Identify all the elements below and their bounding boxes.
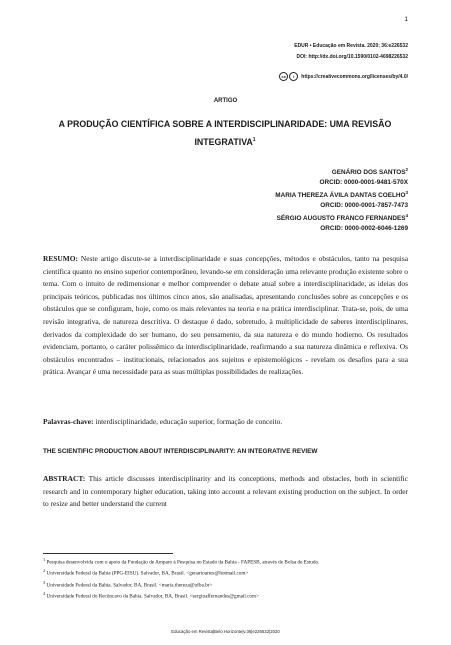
creative-commons-icon xyxy=(279,72,298,81)
author-name: SÉRGIO AUGUSTO FRANCO FERNANDES$^4$ xyxy=(276,213,408,223)
by-icon: i xyxy=(289,72,298,81)
author-orcid[interactable]: ORCID: 0000-0001-9481-570X xyxy=(319,179,408,187)
page-number: 1 xyxy=(404,16,408,23)
footnotes xyxy=(43,556,408,601)
author-orcid[interactable]: ORCID: 0000-0001-7857-7473 xyxy=(320,202,408,210)
english-title: THE SCIENTIFIC PRODUCTION ABOUT INTERDISCIPLINARITY: AN INTEGRATIVE REVIEW xyxy=(43,448,318,455)
abstract-paragraph xyxy=(43,473,408,511)
footnote-item: $^4$ Universidade Federal do Recôncavo da Bahia. Salvador, BA, Brasil. <sergioaffernandes@gmail.com> xyxy=(43,590,259,600)
journal-citation: EDUR • Educação em Revista. 2020; 36:e226532 xyxy=(294,43,408,49)
license-link[interactable]: https://creativecommons.org/licenses/by/4.0/ xyxy=(301,73,408,80)
cc-icon: cc xyxy=(279,72,288,81)
doi-link[interactable]: DOI: http://dx.doi.org/10.1590/0102-4698226532 xyxy=(296,54,408,60)
footnote-item: $^1$ Pesquisa desenvolvida com o apoio da Fundação de Amparo à Pesquisa no Estado da Bahia - FAPESB, através de Bolsa de Estudo. xyxy=(43,557,320,566)
keywords-text: interdisciplinaridade, educação superior, formação de conceito. xyxy=(95,417,283,426)
abstract-text: This article discusses interdisciplinarity and its conceptions, methods and obstacles, both in scientific research and in contemporary higher education, taking into account a relevant existing production on the subject. In order to resize and better understand the current xyxy=(43,474,408,509)
license-line xyxy=(279,72,408,81)
title-footnote-ref[interactable]: 1 xyxy=(252,137,256,143)
author-orcid[interactable]: ORCID: 0000-0002-6046-1269 xyxy=(320,225,408,233)
author-name: GENÁRIO DOS SANTOS$^2$ xyxy=(331,167,408,177)
article-title-text: A PRODUÇÃO CIENTÍFICA SOBRE A INTERDISCIPLINARIDADE: UMA REVISÃO INTEGRATIVA xyxy=(58,119,392,147)
keywords-label: Palavras-chave: xyxy=(43,417,94,426)
article-title xyxy=(40,116,410,150)
article-type: ARTIGO xyxy=(213,98,238,104)
footnote-divider xyxy=(43,553,173,554)
keywords-paragraph xyxy=(43,416,408,429)
abstract-label: ABSTRACT: xyxy=(43,474,86,483)
author-name: MARIA THEREZA ÁVILA DANTAS COELHO$^3$ xyxy=(275,190,408,200)
footnote-item: $^3$ Universidade Federal da Bahia. Salvador, BA, Brasil. <maria.thereza@ufba.br> xyxy=(43,579,213,589)
footnote-item: $^2$ Universidade Federal da Bahia (PPG-EISU). Salvador, BA, Brasil. <genarioartes@hotmail.com> xyxy=(43,568,249,578)
author-list xyxy=(275,165,408,234)
resumo-label: RESUMO: xyxy=(43,254,78,263)
resumo-text: Neste artigo discute-se a interdisciplinaridade e suas concepções, métodos e obstáculos, tanto na pesquisa científica quanto no ensino superior contemporâneo, levando-se em consideração uma relevante produção existente sobre o tema. Com o intuito de redimensionar e melhor compreender o debate atual sobre a interdisciplinaridade, as ideias dos principais teóricos, publicadas nos últimos cinco anos, são analisadas, apresentando conclusões sobre as concepções e os obstáculos que se configuram, hoje, como os mais relevantes na teoria e na prática interdisciplinar. Trata-se, pois, de uma revisão integrativa, de natureza descritiva. O destaque é dado, sobretudo, à multiplicidade de saberes interdisciplinares, derivados da complexidade do ser humano, do seu pensamento, da sua natureza e do mundo hodierno. Os resultados evidenciam, portanto, o caráter polissêmico da interdisciplinaridade, reafirmando a sua natureza dinâmica e reflexiva. Os obstáculos encontrados – institucionais, relacionados aos sujeitos e epistemológicos - revelam os desafios para a sua prática. Avançar é uma necessidade para as suas múltiplas possibilidades de realizações. xyxy=(43,254,408,377)
page-footer: Educação em Revista|Belo Horizonte|v.36|e226532|2020 xyxy=(171,629,280,634)
resumo-paragraph xyxy=(43,253,408,379)
